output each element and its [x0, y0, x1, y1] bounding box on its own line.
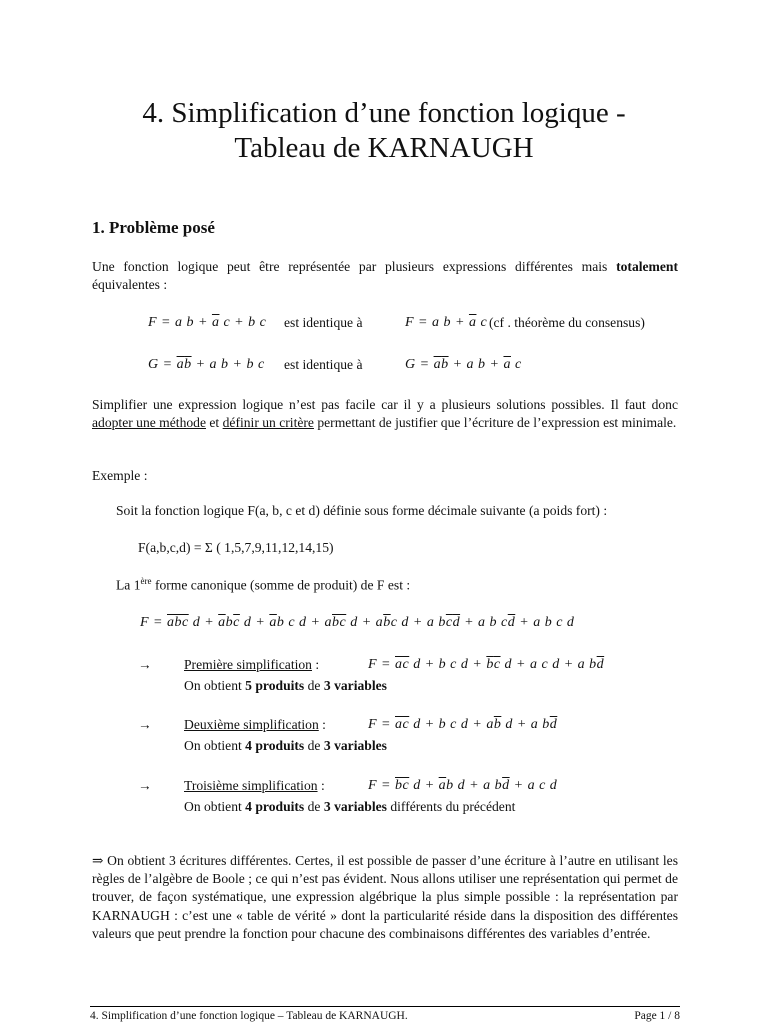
- step3-result-end: différents du précédent: [386, 799, 516, 814]
- simplify-underline-2: définir un critère: [222, 415, 314, 431]
- step2-label: [184, 717, 326, 733]
- simplify-text-1: Simplifier une expression logique n’est pas facile car il y a plusieurs solutions possibles. Il faut donc: [92, 397, 678, 412]
- intro-text: Une fonction logique peut être représentée par plusieurs expressions différentes mais: [92, 259, 608, 274]
- example-decimal-form: F(a,b,c,d) = Σ ( 1,5,7,9,11,12,14,15): [138, 540, 334, 555]
- intro-text-end: équivalentes :: [92, 277, 168, 293]
- intro-bold: totalement: [616, 259, 678, 274]
- step1-result-text: On obtient: [184, 678, 246, 693]
- step2-result: [184, 738, 387, 754]
- formula-g-long: $G = \overline{a}\overline{b} + a$ b + b c: [148, 357, 265, 372]
- arrow-icon: →: [138, 778, 152, 793]
- canon-text-a: La 1: [116, 577, 141, 593]
- page-title-line1: 4. Simplification d’une fonction logique -: [142, 97, 626, 129]
- identical-text-1: est identique à: [284, 315, 363, 330]
- simplify-underline-1: adopter une méthode: [92, 415, 206, 431]
- formula-step3: $F = \overline{b}\overline{c}$ $d + \overline{a}b$ d + a $b\overline{d} + a$ c d: [368, 778, 558, 793]
- formula-canonical: $F = \overline{a}\overline{b}\overline{c}$ $d + \overline{a}b\overline{c}$ $d + \overline{a}b$ c $d + a\overline{b}\overline{c}$ $d + a\overline{b}c$ d + a $b\overline{c}\overline{d} + a$ b $c\overline{d} + a$ b c d: [140, 615, 575, 630]
- page-footer: [90, 1006, 680, 1022]
- step3-result: [184, 799, 515, 815]
- step1-colon: :: [311, 657, 320, 672]
- step3-result-products: 4 produits: [245, 799, 305, 814]
- step2-result-variables: 3 variables: [323, 738, 387, 753]
- step3-colon: :: [317, 778, 325, 793]
- formula-g-short: $G = \overline{a}\overline{b} + a$ $b + \overline{a}$ c: [405, 357, 522, 372]
- section-heading: 1. Problème posé: [92, 218, 215, 237]
- canon-sup: ère: [140, 576, 152, 586]
- step3-result-text: On obtient: [184, 799, 246, 814]
- step1-label: [184, 657, 319, 673]
- conclusion-paragraph: ⇒ On obtient 3 écritures différentes. Certes, il est possible de passer d’une écriture à l’autre en utilisant les règles de l’algèbre de Boole ; ce qui n’est pas évident. Nous allons utiliser une représentation qui permet de trouver, de façon systématique, une expression algébrique la plus simple possible : la représentation par KARNAUGH : c’est une « table de vérité » dont la particularité réside dans la disposition des différentes valeurs que peut prendre la fonction pour chacune des combinaisons différentes des variables d’entrée.: [92, 853, 678, 941]
- intro-paragraph: [92, 258, 678, 294]
- step1-result: [184, 678, 387, 694]
- example-label: Exemple :: [92, 468, 148, 483]
- step1-result-products: 5 produits: [245, 678, 305, 693]
- step2-result-text: On obtient: [184, 738, 246, 753]
- step2-label-text: Deuxième simplification: [184, 717, 319, 732]
- simplify-text-2: et: [206, 415, 223, 431]
- step1-result-variables: 3 variables: [323, 678, 387, 693]
- step3-result-de: de: [304, 799, 324, 814]
- footer-title: 4. Simplification d’une fonction logique – Tableau de KARNAUGH.: [90, 1010, 408, 1022]
- consensus-note: (cf . théorème du consensus): [489, 315, 645, 330]
- identical-text-2: est identique à: [284, 357, 363, 372]
- step2-result-products: 4 produits: [245, 738, 305, 753]
- formula-f-long: F = a $b + \overline{a}$ c + b c: [148, 315, 267, 330]
- arrow-icon: →: [138, 717, 152, 732]
- formula-step2: $F = \overline{a}\overline{c}$ d + b c $d + a\overline{b}$ d + a $b\overline{d}$: [368, 717, 558, 732]
- page-title-line2: Tableau de KARNAUGH: [234, 132, 534, 164]
- formula-step1: $F = \overline{a}\overline{c}$ d + b c $d + \overline{b}\overline{c}$ d + a c d + a $b\overline{d}$: [368, 657, 605, 672]
- example-intro: Soit la fonction logique F(a, b, c et d) définie sous forme décimale suivante (a poids fort) :: [116, 503, 608, 518]
- simplify-paragraph: [92, 396, 678, 432]
- step3-label-text: Troisième simplification: [184, 778, 318, 793]
- page-number: Page 1 / 8: [634, 1010, 680, 1022]
- step2-result-de: de: [304, 738, 324, 753]
- formula-f-short: F = a $b + \overline{a}$ c: [405, 315, 488, 330]
- step1-result-de: de: [304, 678, 324, 693]
- step3-label: [184, 778, 325, 794]
- step2-colon: :: [318, 717, 326, 732]
- simplify-text-3: permettant de justifier que l’écriture de l’expression est minimale.: [313, 415, 677, 431]
- canonical-form-text: [116, 576, 410, 594]
- step1-label-text: Première simplification: [184, 657, 312, 672]
- arrow-icon: →: [138, 657, 152, 672]
- step3-result-variables: 3 variables: [323, 799, 387, 814]
- canon-text-b: forme canonique (somme de produit) de F est :: [151, 577, 411, 593]
